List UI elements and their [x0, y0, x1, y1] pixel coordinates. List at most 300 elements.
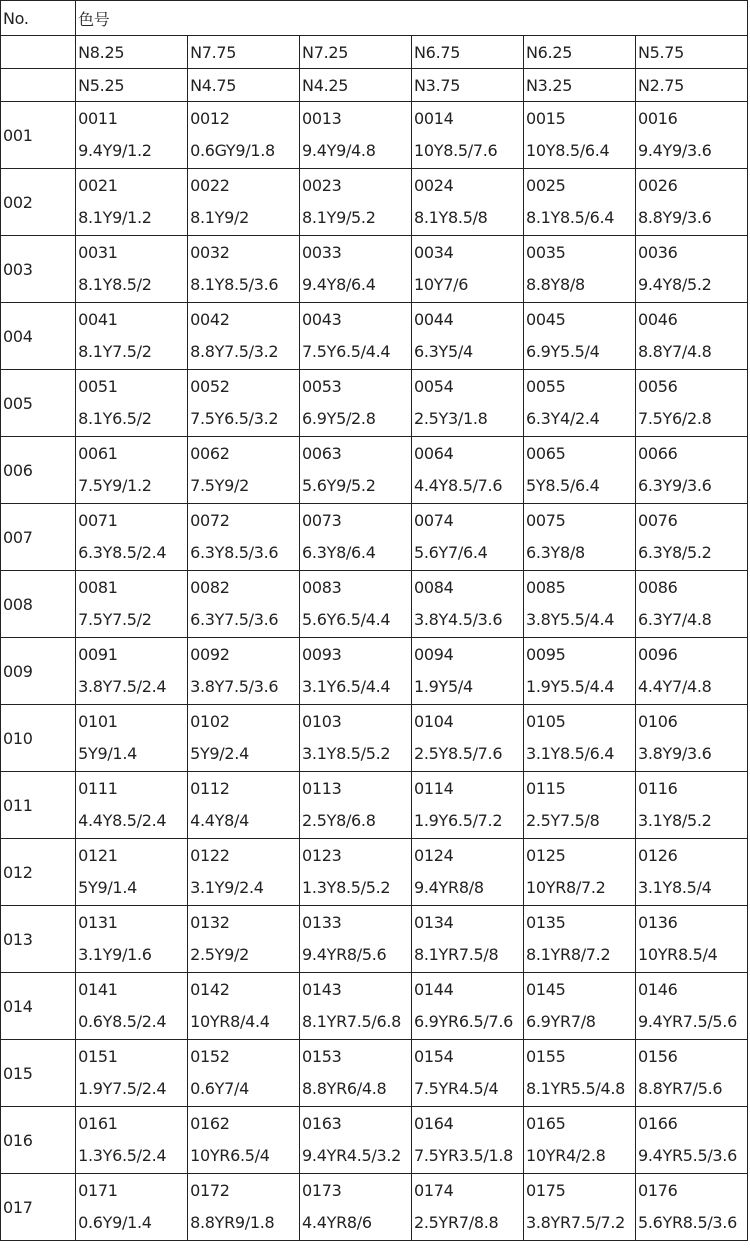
color-cell	[188, 437, 300, 504]
color-code: 0072	[190, 511, 230, 530]
color-code: 0163	[302, 1114, 342, 1133]
munsell-value: 0.6Y7/4	[190, 1079, 249, 1098]
color-cell	[412, 839, 524, 906]
row-number: 005	[1, 370, 76, 437]
munsell-value: 3.8Y7.5/2.4	[78, 677, 167, 696]
color-code: 0086	[637, 578, 678, 597]
munsell-value: 6.3Y8.5/3.6	[190, 543, 279, 562]
munsell-value: 8.1Y9/2	[190, 208, 249, 227]
table-row	[1, 236, 748, 303]
munsell-value: 6.3Y4/2.4	[525, 409, 600, 428]
munsell-value: 2.5Y8.5/7.6	[414, 744, 503, 763]
munsell-value: 8.1YR7.5/6.8	[302, 1012, 402, 1031]
color-code: 0031	[78, 243, 118, 262]
color-cell	[76, 1107, 188, 1174]
color-cell	[635, 102, 747, 169]
table-row	[1, 102, 748, 169]
munsell-value: 3.1Y8/5.2	[637, 811, 712, 830]
munsell-value: 4.4YR8/6	[302, 1213, 372, 1232]
munsell-value: 0.6Y9/1.4	[78, 1213, 152, 1232]
munsell-value: 1.9Y5/4	[414, 677, 473, 696]
color-code: 0046	[637, 310, 678, 329]
color-code: 0093	[302, 645, 342, 664]
munsell-value: 7.5Y9/2	[190, 476, 249, 495]
color-code: 0131	[78, 913, 118, 932]
color-cell	[412, 705, 524, 772]
munsell-value: 3.1Y8.5/6.4	[525, 744, 615, 763]
color-cell	[412, 973, 524, 1040]
color-code: 0032	[190, 243, 230, 262]
munsell-value: 7.5Y6.5/4.4	[302, 342, 391, 361]
table-row	[1, 169, 748, 236]
color-code: 0055	[525, 377, 566, 396]
color-cell	[635, 169, 747, 236]
color-cell	[300, 571, 412, 638]
color-code: 0091	[78, 645, 118, 664]
munsell-value: 8.1Y9/5.2	[302, 208, 376, 227]
munsell-value: 2.5Y7.5/8	[525, 811, 600, 830]
color-cell	[523, 839, 635, 906]
table-row	[1, 638, 748, 705]
color-cell	[523, 303, 635, 370]
color-code: 0094	[414, 645, 454, 664]
munsell-value: 5Y9/2.4	[190, 744, 249, 763]
color-code: 0052	[190, 377, 230, 396]
neutral-cell: N4.75	[188, 69, 300, 102]
munsell-value: 6.3Y9/3.6	[637, 476, 712, 495]
munsell-value: 8.1YR7.5/8	[414, 945, 499, 964]
color-code: 0034	[414, 243, 454, 262]
neutral-cell: N5.75	[635, 36, 747, 69]
color-cell	[412, 236, 524, 303]
row-number: 007	[1, 504, 76, 571]
color-cell	[188, 772, 300, 839]
munsell-value: 9.4YR8/8	[414, 878, 484, 897]
munsell-value: 8.8YR7/5.6	[637, 1079, 723, 1098]
color-cell	[523, 973, 635, 1040]
row-number: 017	[1, 1174, 76, 1241]
color-code: 0121	[78, 846, 118, 865]
color-cell	[412, 370, 524, 437]
row-number: 016	[1, 1107, 76, 1174]
color-cell	[635, 839, 747, 906]
color-code: 0084	[414, 578, 454, 597]
color-cell	[523, 169, 635, 236]
color-code: 0022	[190, 176, 230, 195]
color-cell	[523, 102, 635, 169]
munsell-value: 3.8YR7.5/7.2	[525, 1213, 626, 1232]
munsell-value: 3.1Y8.5/4	[637, 878, 712, 897]
munsell-value: 6.3Y5/4	[414, 342, 473, 361]
color-code: 0176	[637, 1181, 678, 1200]
color-code: 0155	[525, 1047, 566, 1066]
color-code: 0143	[302, 980, 342, 999]
row-number: 008	[1, 571, 76, 638]
munsell-value: 5.6Y6.5/4.4	[302, 610, 391, 629]
neutral-cell: N6.75	[412, 36, 524, 69]
color-cell	[300, 102, 412, 169]
table-row	[1, 973, 748, 1040]
munsell-value: 4.4Y8/4	[190, 811, 249, 830]
table-row	[1, 504, 748, 571]
table-row	[1, 772, 748, 839]
color-cell	[76, 1040, 188, 1107]
header-row	[1, 1, 748, 36]
color-code: 0016	[637, 109, 678, 128]
color-cell	[300, 638, 412, 705]
row-number: 004	[1, 303, 76, 370]
color-code: 0051	[78, 377, 118, 396]
table-row	[1, 571, 748, 638]
color-cell	[635, 504, 747, 571]
color-cell	[188, 1040, 300, 1107]
color-code: 0041	[78, 310, 118, 329]
table-row	[1, 839, 748, 906]
color-code: 0083	[302, 578, 342, 597]
row-number: 014	[1, 973, 76, 1040]
color-cell	[523, 638, 635, 705]
table-row	[1, 437, 748, 504]
munsell-value: 6.3Y8/8	[525, 543, 585, 562]
color-cell	[300, 973, 412, 1040]
color-cell	[76, 169, 188, 236]
color-cell	[300, 303, 412, 370]
color-code: 0162	[190, 1114, 230, 1133]
color-code: 0134	[414, 913, 454, 932]
color-cell	[412, 638, 524, 705]
munsell-value: 3.1Y6.5/4.4	[302, 677, 391, 696]
munsell-value: 6.3Y7/4.8	[637, 610, 712, 629]
munsell-value: 8.1Y8.5/2	[78, 275, 152, 294]
color-cell	[523, 1174, 635, 1241]
munsell-value: 10YR8.5/4	[637, 945, 718, 964]
color-cell	[188, 705, 300, 772]
color-code: 0151	[78, 1047, 118, 1066]
munsell-value: 8.8Y8/8	[525, 275, 585, 294]
color-code: 0042	[190, 310, 230, 329]
neutral-cell: N4.25	[300, 69, 412, 102]
color-cell	[523, 772, 635, 839]
color-code: 0096	[637, 645, 678, 664]
munsell-value: 9.4YR5.5/3.6	[637, 1146, 737, 1165]
munsell-value: 8.1YR8/7.2	[525, 945, 611, 964]
munsell-value: 10Y7/6	[414, 275, 469, 294]
munsell-value: 1.9Y6.5/7.2	[414, 811, 503, 830]
munsell-value: 2.5YR7/8.8	[414, 1213, 499, 1232]
color-cell	[300, 1107, 412, 1174]
munsell-value: 7.5Y7.5/2	[78, 610, 152, 629]
color-cell	[188, 638, 300, 705]
color-code: 0111	[78, 779, 118, 798]
color-cell	[635, 906, 747, 973]
color-code: 0015	[525, 109, 566, 128]
neutral-row-2	[1, 69, 748, 102]
color-cell	[76, 772, 188, 839]
color-code: 0085	[525, 578, 566, 597]
color-code: 0146	[637, 980, 678, 999]
table-row	[1, 370, 748, 437]
color-code: 0165	[525, 1114, 566, 1133]
munsell-value: 9.4Y8/6.4	[302, 275, 376, 294]
munsell-value: 2.5Y3/1.8	[414, 409, 488, 428]
munsell-value: 6.3Y8.5/2.4	[78, 543, 167, 562]
color-code: 0161	[78, 1114, 118, 1133]
color-code: 0156	[637, 1047, 678, 1066]
color-cell	[76, 1174, 188, 1241]
row-number: 010	[1, 705, 76, 772]
color-cell	[188, 370, 300, 437]
color-cell	[412, 504, 524, 571]
color-cell	[412, 906, 524, 973]
table-row	[1, 1040, 748, 1107]
color-cell	[523, 906, 635, 973]
munsell-value: 3.1Y9/1.6	[78, 945, 152, 964]
color-cell	[188, 236, 300, 303]
table-row	[1, 1174, 748, 1241]
color-code: 0061	[78, 444, 118, 463]
munsell-value: 6.9YR6.5/7.6	[414, 1012, 514, 1031]
munsell-value: 9.4Y9/4.8	[302, 141, 376, 160]
munsell-value: 5Y9/1.4	[78, 744, 137, 763]
munsell-value: 5.6YR8.5/3.6	[637, 1213, 737, 1232]
color-cell	[76, 705, 188, 772]
color-cell	[188, 1174, 300, 1241]
munsell-value: 6.9YR7/8	[525, 1012, 596, 1031]
munsell-value: 8.1Y8.5/6.4	[525, 208, 615, 227]
color-cell	[635, 1174, 747, 1241]
munsell-value: 9.4YR4.5/3.2	[302, 1146, 402, 1165]
color-cell	[412, 1107, 524, 1174]
color-code: 0171	[78, 1181, 118, 1200]
munsell-value: 10Y8.5/7.6	[414, 141, 498, 160]
color-code: 0114	[414, 779, 454, 798]
color-cell	[188, 571, 300, 638]
color-cell	[300, 772, 412, 839]
munsell-value: 1.9Y5.5/4.4	[525, 677, 615, 696]
empty-cell	[1, 69, 76, 102]
table-row	[1, 1107, 748, 1174]
color-code: 0142	[190, 980, 230, 999]
munsell-value: 8.1YR5.5/4.8	[525, 1079, 626, 1098]
munsell-value: 10YR8/4.4	[190, 1012, 270, 1031]
color-code: 0175	[525, 1181, 566, 1200]
munsell-value: 6.9Y5/2.8	[302, 409, 376, 428]
munsell-value: 8.8Y7.5/3.2	[190, 342, 279, 361]
color-code: 0012	[190, 109, 230, 128]
color-cell	[412, 102, 524, 169]
color-cell	[300, 1174, 412, 1241]
neutral-cell: N6.25	[523, 36, 635, 69]
munsell-value: 6.3Y7.5/3.6	[190, 610, 279, 629]
color-code: 0076	[637, 511, 678, 530]
color-cell	[412, 571, 524, 638]
color-code: 0053	[302, 377, 342, 396]
row-number: 001	[1, 102, 76, 169]
color-code: 0073	[302, 511, 342, 530]
munsell-value: 8.1Y8.5/3.6	[190, 275, 279, 294]
munsell-value: 9.4YR8/5.6	[302, 945, 387, 964]
munsell-value: 0.6GY9/1.8	[190, 141, 275, 160]
munsell-value: 1.9Y7.5/2.4	[78, 1079, 167, 1098]
munsell-value: 1.3Y8.5/5.2	[302, 878, 391, 897]
color-code: 0153	[302, 1047, 342, 1066]
color-cell	[635, 705, 747, 772]
munsell-value: 7.5Y9/1.2	[78, 476, 152, 495]
munsell-value: 7.5Y6/2.8	[637, 409, 712, 428]
color-code: 0026	[637, 176, 678, 195]
munsell-value: 6.3Y8/6.4	[302, 543, 376, 562]
color-cell	[412, 1174, 524, 1241]
neutral-cell: N2.75	[635, 69, 747, 102]
color-code: 0174	[414, 1181, 454, 1200]
color-cell	[635, 1040, 747, 1107]
color-cell	[635, 437, 747, 504]
munsell-value: 9.4Y8/5.2	[637, 275, 712, 294]
table-row	[1, 303, 748, 370]
munsell-value: 1.3Y6.5/2.4	[78, 1146, 167, 1165]
munsell-value: 8.1Y8.5/8	[414, 208, 488, 227]
munsell-value: 3.8Y7.5/3.6	[190, 677, 279, 696]
color-code: 0113	[302, 779, 342, 798]
munsell-value: 8.1Y9/1.2	[78, 208, 152, 227]
munsell-value: 5.6Y9/5.2	[302, 476, 376, 495]
color-code: 0063	[302, 444, 342, 463]
munsell-value: 9.4YR7.5/5.6	[637, 1012, 737, 1031]
color-code: 0056	[637, 377, 678, 396]
color-code: 0124	[414, 846, 454, 865]
color-cell	[188, 1107, 300, 1174]
munsell-value: 5.6Y7/6.4	[414, 543, 488, 562]
empty-cell	[1, 36, 76, 69]
color-code: 0025	[525, 176, 566, 195]
color-code: 0152	[190, 1047, 230, 1066]
color-code: 0024	[414, 176, 454, 195]
color-cell	[300, 906, 412, 973]
no-header: No.	[1, 1, 76, 36]
color-code: 0082	[190, 578, 230, 597]
color-cell	[188, 973, 300, 1040]
color-cell	[76, 236, 188, 303]
color-cell	[523, 236, 635, 303]
munsell-value: 5Y9/1.4	[78, 878, 137, 897]
color-cell	[635, 638, 747, 705]
color-code: 0144	[414, 980, 454, 999]
color-cell	[523, 705, 635, 772]
neutral-cell: N8.25	[76, 36, 188, 69]
munsell-value: 5Y8.5/6.4	[525, 476, 600, 495]
color-cell	[300, 705, 412, 772]
color-cell	[188, 169, 300, 236]
color-cell	[188, 839, 300, 906]
row-number: 015	[1, 1040, 76, 1107]
munsell-value: 10YR8/7.2	[525, 878, 606, 897]
color-code: 0166	[637, 1114, 678, 1133]
color-cell	[300, 839, 412, 906]
munsell-value: 6.9Y5.5/4	[525, 342, 600, 361]
munsell-value: 8.8YR9/1.8	[190, 1213, 275, 1232]
color-code: 0164	[414, 1114, 454, 1133]
color-cell	[300, 1040, 412, 1107]
color-code: 0045	[525, 310, 566, 329]
color-code: 0043	[302, 310, 342, 329]
color-cell	[412, 169, 524, 236]
munsell-value: 3.1Y9/2.4	[190, 878, 264, 897]
color-cell	[188, 303, 300, 370]
color-cell	[412, 437, 524, 504]
munsell-value: 3.1Y8.5/5.2	[302, 744, 391, 763]
color-cell	[76, 437, 188, 504]
color-code: 0123	[302, 846, 342, 865]
munsell-value: 8.1Y7.5/2	[78, 342, 152, 361]
munsell-value: 7.5YR4.5/4	[414, 1079, 499, 1098]
color-code: 0133	[302, 913, 342, 932]
color-code: 0116	[637, 779, 678, 798]
color-code: 0071	[78, 511, 118, 530]
color-code: 0092	[190, 645, 230, 664]
munsell-value: 3.8Y4.5/3.6	[414, 610, 503, 629]
color-code: 0125	[525, 846, 566, 865]
munsell-value: 0.6Y8.5/2.4	[78, 1012, 167, 1031]
color-cell	[635, 370, 747, 437]
color-code-header: 色号	[76, 1, 748, 36]
color-code: 0064	[414, 444, 454, 463]
color-code: 0033	[302, 243, 342, 262]
munsell-value: 10Y8.5/6.4	[525, 141, 610, 160]
color-code: 0112	[190, 779, 230, 798]
color-code: 0036	[637, 243, 678, 262]
color-code: 0141	[78, 980, 118, 999]
color-code: 0104	[414, 712, 454, 731]
color-cell	[76, 839, 188, 906]
color-code: 0074	[414, 511, 454, 530]
color-code: 0075	[525, 511, 566, 530]
color-cell	[188, 504, 300, 571]
color-code: 0021	[78, 176, 118, 195]
color-cell	[523, 1040, 635, 1107]
row-number: 002	[1, 169, 76, 236]
row-number: 011	[1, 772, 76, 839]
munsell-value: 2.5Y9/2	[190, 945, 249, 964]
color-cell	[76, 102, 188, 169]
color-code: 0014	[414, 109, 454, 128]
color-code: 0122	[190, 846, 230, 865]
color-cell	[300, 504, 412, 571]
color-code: 0136	[637, 913, 678, 932]
color-cell	[412, 772, 524, 839]
munsell-value: 4.4Y8.5/2.4	[78, 811, 167, 830]
color-code: 0023	[302, 176, 342, 195]
color-code: 0135	[525, 913, 566, 932]
color-code: 0145	[525, 980, 566, 999]
table-row	[1, 906, 748, 973]
color-code: 0172	[190, 1181, 230, 1200]
neutral-cell: N3.75	[412, 69, 524, 102]
color-cell	[76, 303, 188, 370]
color-code: 0154	[414, 1047, 454, 1066]
color-cell	[635, 571, 747, 638]
color-cell	[76, 370, 188, 437]
color-cell	[523, 370, 635, 437]
munsell-value: 8.8Y9/3.6	[637, 208, 712, 227]
munsell-value: 3.8Y5.5/4.4	[525, 610, 615, 629]
color-cell	[300, 236, 412, 303]
neutral-cell: N3.25	[523, 69, 635, 102]
color-cell	[300, 437, 412, 504]
color-code: 0132	[190, 913, 230, 932]
color-cell	[188, 906, 300, 973]
color-code: 0011	[78, 109, 118, 128]
color-code: 0102	[190, 712, 230, 731]
